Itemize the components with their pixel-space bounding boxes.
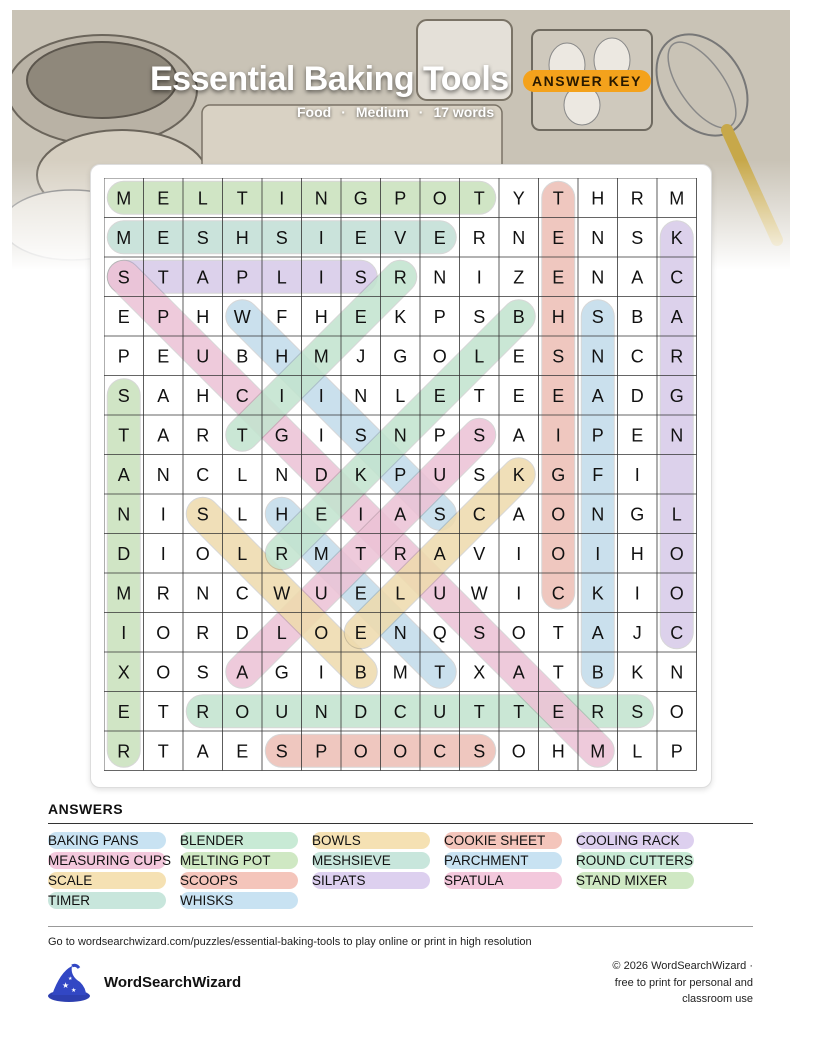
grid-letter: C (235, 385, 249, 406)
copyright-line: © 2026 WordSearchWizard · (612, 960, 753, 972)
grid-letter: N (591, 346, 605, 367)
grid-letter: D (354, 701, 368, 722)
grid-letter: M (313, 346, 329, 367)
grid-letter: D (314, 464, 328, 485)
grid-letter: E (512, 346, 525, 367)
grid-letter: V (473, 543, 486, 564)
answer-item: MELTING POT (180, 852, 298, 869)
separator-dot: · (418, 104, 424, 120)
grid-letter: B (631, 306, 644, 327)
copyright-line: free to print for personal and (614, 976, 753, 989)
grid-letter: J (356, 346, 366, 367)
grid-letter: U (433, 464, 447, 485)
grid-letter: E (631, 425, 644, 446)
grid-letter: R (393, 543, 407, 564)
grid-letter: K (591, 583, 604, 604)
grid-letter: P (236, 267, 249, 288)
grid-letter: S (591, 306, 604, 327)
grid-letter: I (516, 583, 522, 604)
grid-letter: S (552, 346, 565, 367)
grid-letter: R (196, 701, 210, 722)
grid-letter: C (551, 583, 565, 604)
grid-letter: U (275, 701, 289, 722)
grid-letter: N (314, 701, 328, 722)
grid-letter: M (116, 227, 132, 248)
grid-letter: I (516, 543, 522, 564)
grid-letter: H (591, 188, 605, 209)
answer-item: MESHSIEVE (312, 852, 430, 869)
separator-dot: · (341, 104, 346, 120)
grid-letter: T (157, 267, 169, 288)
grid-letter: N (196, 583, 210, 604)
word-count-label: 17 words (433, 104, 495, 120)
grid-letter: O (156, 622, 171, 643)
grid-letter: O (551, 543, 566, 564)
grid-letter: S (275, 227, 288, 248)
grid-letter: R (670, 346, 684, 367)
grid-letter: M (590, 741, 606, 762)
grid-letter: E (552, 227, 565, 248)
grid-letter: R (196, 425, 210, 446)
grid-letter: L (237, 504, 248, 525)
answer-item: MEASURING CUPS (48, 853, 172, 868)
answer-item: TIMER (48, 892, 166, 909)
grid-letter: L (474, 346, 485, 367)
grid-letter: O (432, 188, 447, 209)
grid-letter: H (275, 504, 289, 525)
grid-letter: O (511, 741, 526, 762)
grid-letter: W (273, 583, 291, 604)
grid-letter: A (236, 662, 249, 683)
grid-letter: T (236, 188, 248, 209)
answer-item: WHISKS (180, 892, 298, 909)
grid-letter: H (196, 306, 210, 327)
svg-text:★: ★ (71, 987, 77, 994)
grid-letter: S (631, 227, 644, 248)
grid-letter: S (473, 425, 486, 446)
grid-letter: H (314, 306, 328, 327)
grid-letter: N (354, 385, 368, 406)
grid-letter: M (116, 583, 132, 604)
grid-letter: X (473, 662, 486, 683)
grid-letter: I (476, 267, 482, 288)
grid-letter: I (634, 583, 640, 604)
grid-letter: L (276, 267, 287, 288)
grid-letter: P (591, 425, 604, 446)
grid-letter: W (233, 306, 251, 327)
grid-letter: O (314, 622, 329, 643)
grid-letter: K (631, 662, 644, 683)
grid-letter: H (551, 741, 565, 762)
grid-letter: T (355, 543, 367, 564)
grid-letter: S (473, 464, 486, 485)
grid-letter: A (157, 425, 170, 446)
grid-letter: M (116, 188, 132, 209)
grid-letter: H (630, 543, 644, 564)
grid-letter: G (630, 504, 645, 525)
grid-letter: P (394, 464, 407, 485)
footer-link-text[interactable]: Go to wordsearchwizard.com/puzzles/essential-baking-tools to play online or print in high resolution (48, 936, 532, 948)
grid-letter: T (157, 741, 169, 762)
grid-letter: O (669, 701, 684, 722)
grid-letter: M (313, 543, 329, 564)
grid-letter: V (394, 227, 407, 248)
grid-letter: H (551, 306, 565, 327)
grid-letter: B (512, 306, 525, 327)
grid-letter: S (473, 622, 486, 643)
grid-letter: O (156, 662, 171, 683)
grid-letter: S (354, 267, 367, 288)
answer-item: BAKING PANS (48, 832, 166, 849)
grid-letter: S (433, 504, 446, 525)
grid-letter: I (555, 425, 561, 446)
grid-letter: Z (513, 267, 525, 288)
grid-letter: C (433, 741, 447, 762)
grid-letter: T (434, 662, 446, 683)
grid-letter: D (235, 622, 249, 643)
grid-letter: I (318, 227, 324, 248)
grid-letter: O (393, 741, 408, 762)
grid-letter: T (473, 188, 485, 209)
grid-letter: E (354, 227, 367, 248)
grid-letter: I (318, 425, 324, 446)
grid-letter: C (472, 504, 486, 525)
grid-letter: S (196, 227, 209, 248)
grid-letter: S (631, 701, 644, 722)
grid-letter: C (670, 267, 684, 288)
grid-letter: I (318, 385, 324, 406)
grid-letter: U (196, 346, 210, 367)
grid-letter: T (552, 622, 564, 643)
grid-letter: E (157, 346, 170, 367)
grid-letter: L (395, 385, 406, 406)
grid-letter: E (157, 227, 170, 248)
grid-letter: N (117, 504, 131, 525)
word-search-grid (104, 178, 697, 773)
grid-letter: M (392, 662, 408, 683)
grid-letter: S (196, 504, 209, 525)
grid-letter: C (393, 701, 407, 722)
answer-key-badge: ANSWER KEY (523, 70, 651, 92)
answer-item: STAND MIXER (576, 872, 694, 889)
grid-letter: E (433, 227, 446, 248)
wizard-hat-icon (46, 962, 92, 1004)
page-title: Essential Baking Tools (150, 60, 509, 98)
grid-letter: N (591, 267, 605, 288)
grid-letter: G (551, 464, 566, 485)
grid-letter: E (552, 385, 565, 406)
grid-letter: E (354, 306, 367, 327)
grid-letter: I (318, 662, 324, 683)
grid-letter: B (591, 662, 604, 683)
grid-letter: L (632, 741, 643, 762)
grid-letter: I (595, 543, 601, 564)
grid-letter: A (512, 504, 525, 525)
grid-letter: G (393, 346, 408, 367)
grid-letter: N (393, 425, 407, 446)
difficulty-label: Medium (355, 104, 409, 120)
grid-letter: P (157, 306, 170, 327)
answer-item: SCOOPS (180, 872, 298, 889)
grid-letter: S (354, 425, 367, 446)
grid-letter: N (314, 188, 328, 209)
grid-letter: P (433, 306, 446, 327)
grid-letter: C (235, 583, 249, 604)
answer-item: ROUND CUTTERS (576, 853, 693, 868)
grid-letter: N (591, 504, 605, 525)
answer-item: BLENDER (180, 832, 298, 849)
grid-letter: D (630, 385, 644, 406)
copyright-line: classroom use (682, 993, 753, 1005)
grid-letter: O (669, 543, 684, 564)
grid-letter: E (552, 701, 565, 722)
grid-letter: T (552, 662, 564, 683)
grid-letter: R (156, 583, 170, 604)
grid-letter: N (275, 464, 289, 485)
grid-letter: B (236, 346, 249, 367)
answer-item: SPATULA (444, 872, 562, 889)
grid-letter: R (117, 741, 131, 762)
grid-letter: A (394, 504, 407, 525)
brand-name: WordSearchWizard (104, 974, 242, 991)
grid-letter: I (279, 188, 285, 209)
grid-letter: H (196, 385, 210, 406)
grid-letter: F (276, 306, 288, 327)
answer-item: SILPATS (312, 872, 430, 889)
grid-letter: D (117, 543, 131, 564)
grid-letter: E (117, 701, 130, 722)
grid-letter: C (670, 622, 684, 643)
grid-letter: A (591, 385, 604, 406)
grid-letter: O (353, 741, 368, 762)
grid-letter: E (117, 306, 130, 327)
grid-letter: B (354, 662, 367, 683)
grid-letter: T (157, 701, 169, 722)
divider (48, 823, 753, 824)
grid-letter: R (591, 701, 605, 722)
grid-letter: S (473, 741, 486, 762)
grid-letter: N (156, 464, 170, 485)
grid-letter: H (235, 227, 249, 248)
grid-letter: A (433, 543, 446, 564)
answers-heading: ANSWERS (48, 801, 124, 817)
grid-letter: I (121, 622, 127, 643)
grid-letter: I (318, 267, 324, 288)
copyright (553, 958, 753, 1008)
grid-letter: U (433, 583, 447, 604)
grid-letter: I (358, 504, 364, 525)
grid-letter: L (197, 188, 208, 209)
grid-letter: N (670, 662, 684, 683)
grid-letter: I (634, 464, 640, 485)
divider (48, 926, 753, 927)
grid-letter: X (117, 662, 130, 683)
answer-item: COOKIE SHEET (444, 832, 562, 849)
grid-letter: C (196, 464, 210, 485)
grid-letter: S (117, 267, 130, 288)
grid-letter: A (631, 267, 644, 288)
grid-letter: P (670, 741, 683, 762)
grid-letter: G (669, 385, 684, 406)
grid-letter: I (160, 504, 166, 525)
grid-letter: U (433, 701, 447, 722)
grid-letter: A (196, 267, 209, 288)
grid-letter: S (275, 741, 288, 762)
grid-letter: K (512, 464, 525, 485)
grid-letter: K (670, 227, 683, 248)
grid-letter: A (591, 622, 604, 643)
grid-letter: E (315, 504, 328, 525)
grid-letter: R (196, 622, 210, 643)
grid-letter: N (512, 227, 526, 248)
grid-letter: R (393, 267, 407, 288)
grid-letter: M (669, 188, 685, 209)
letter-layer (116, 188, 684, 761)
grid-letter: R (630, 188, 644, 209)
answer-item: COOLING RACK (576, 832, 694, 849)
grid-letter: N (393, 622, 407, 643)
grid-letter: E (354, 622, 367, 643)
grid-letter: O (235, 701, 250, 722)
answer-item: SCALE (48, 872, 166, 889)
grid-letter: A (117, 464, 130, 485)
grid-letter: K (394, 306, 407, 327)
grid-letter: P (315, 741, 328, 762)
grid-letter: N (591, 227, 605, 248)
grid-letter: T (552, 188, 564, 209)
grid-letter: I (279, 385, 285, 406)
grid-letter: O (195, 543, 210, 564)
grid-letter: I (160, 543, 166, 564)
grid-letter: N (433, 267, 447, 288)
grid-letter: E (354, 583, 367, 604)
grid-letter: W (470, 583, 488, 604)
grid-letter: P (433, 425, 446, 446)
grid-letter: T (473, 385, 485, 406)
puzzle-meta (297, 104, 494, 120)
grid-letter: T (118, 425, 130, 446)
grid-letter: U (314, 583, 328, 604)
grid-letter: P (394, 188, 407, 209)
svg-text:★: ★ (68, 976, 73, 982)
grid-letter: L (237, 464, 248, 485)
answer-item: PARCHMENT (444, 852, 562, 869)
grid-letter: G (274, 662, 289, 683)
grid-letter: T (473, 701, 485, 722)
grid-letter: A (512, 662, 525, 683)
grid-letter: G (353, 188, 368, 209)
grid-letter: A (512, 425, 525, 446)
grid-letter: L (276, 622, 287, 643)
grid-letter: A (670, 306, 683, 327)
grid-letter: T (513, 701, 525, 722)
grid-letter: E (512, 385, 525, 406)
grid-letter: P (117, 346, 130, 367)
grid-letter: O (511, 622, 526, 643)
grid-letter: J (632, 622, 642, 643)
grid-letter: Q (432, 622, 447, 643)
answer-item: BOWLS (312, 832, 430, 849)
grid-letter: L (671, 504, 682, 525)
grid-letter: C (630, 346, 644, 367)
grid-letter: E (236, 741, 249, 762)
grid-letter: L (395, 583, 406, 604)
grid-letter: K (354, 464, 367, 485)
grid-letter: E (157, 188, 170, 209)
grid-letter: F (592, 464, 604, 485)
grid-letter: H (275, 346, 289, 367)
grid-letter: L (237, 543, 248, 564)
grid-letter: S (196, 662, 209, 683)
grid-letter: N (670, 425, 684, 446)
grid-letter: R (472, 227, 486, 248)
grid-letter: R (275, 543, 289, 564)
grid-letter: A (157, 385, 170, 406)
grid-letter: Y (512, 188, 525, 209)
category-label: Food (297, 104, 332, 120)
grid-letter: O (551, 504, 566, 525)
grid-letter: A (196, 741, 209, 762)
grid-letter: G (274, 425, 289, 446)
grid-letter: E (433, 385, 446, 406)
grid-letter: T (236, 425, 248, 446)
grid-letter: O (669, 583, 684, 604)
svg-text:★: ★ (62, 981, 70, 990)
grid-letter: S (473, 306, 486, 327)
grid-letter: E (552, 267, 565, 288)
grid-letter: S (117, 385, 130, 406)
grid-letter: O (432, 346, 447, 367)
